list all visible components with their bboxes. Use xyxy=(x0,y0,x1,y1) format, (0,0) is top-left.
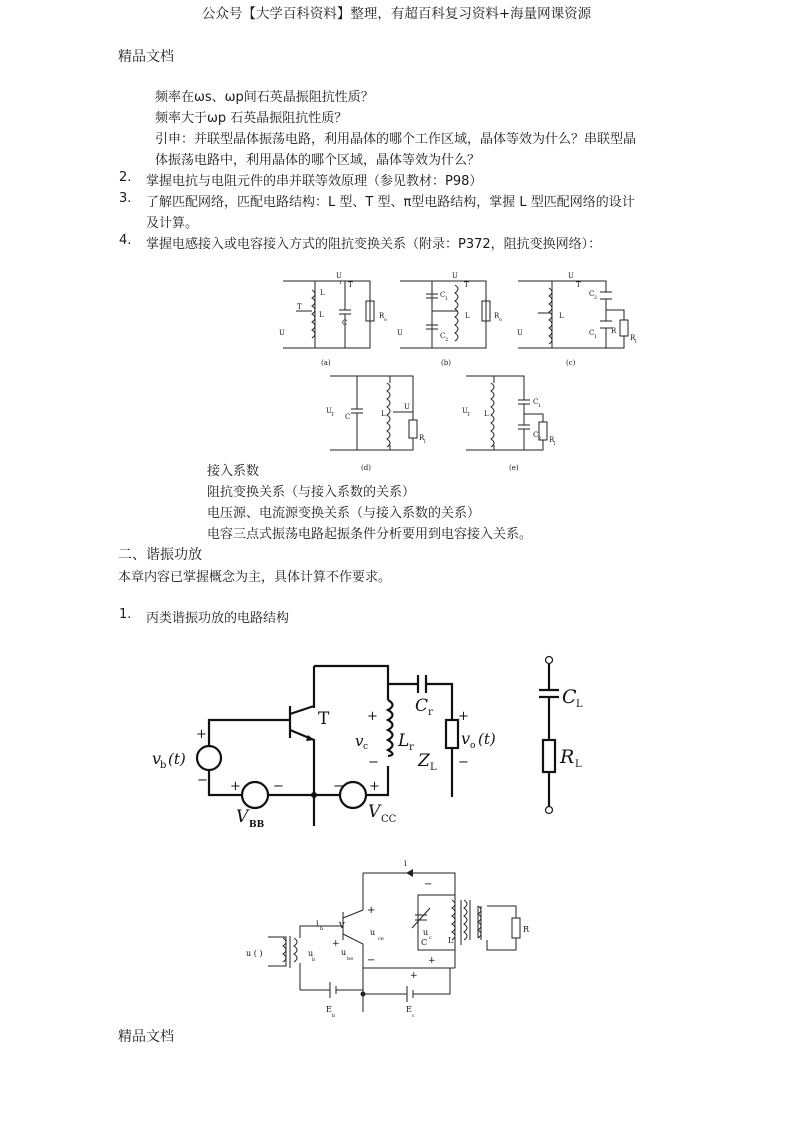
header-banner: 公众号【大学百科资料】整理，有超百科复习资料+海量网课资源 xyxy=(201,6,592,22)
svg-text:U: U xyxy=(462,407,468,415)
svg-text:L: L xyxy=(575,759,582,770)
svg-text:+: + xyxy=(196,727,207,742)
section2-item-text: 丙类谐振功放的电路结构 xyxy=(146,611,290,626)
caption-b: (b) xyxy=(441,359,451,367)
svg-text:V: V xyxy=(339,921,345,930)
svg-text:U: U xyxy=(279,329,285,337)
svg-text:b: b xyxy=(312,957,316,963)
svg-text:2: 2 xyxy=(445,337,449,343)
svg-text:1: 1 xyxy=(538,403,542,409)
svg-text:b: b xyxy=(332,1013,336,1019)
svg-text:V: V xyxy=(236,807,249,827)
svg-text:L: L xyxy=(576,699,583,710)
svg-text:C: C xyxy=(589,290,595,298)
svg-text:+: + xyxy=(367,905,376,916)
section2-title: 二、谐振功放 xyxy=(118,547,202,563)
svg-text:U: U xyxy=(404,403,410,411)
svg-text:+: + xyxy=(410,971,418,981)
svg-text:o: o xyxy=(499,317,503,323)
transistor-label: T xyxy=(318,709,330,729)
note-4: 电容三点式振荡电路起振条件分析要用到电容接入关系。 xyxy=(207,527,533,542)
svg-text:c: c xyxy=(429,935,432,941)
svg-text:T: T xyxy=(464,281,469,289)
caption-d: (d) xyxy=(361,464,371,472)
svg-text:L: L xyxy=(381,410,386,418)
svg-text:L: L xyxy=(559,312,564,320)
svg-text:T: T xyxy=(297,303,302,311)
svg-text:b: b xyxy=(160,760,167,771)
svg-text:T: T xyxy=(339,280,343,286)
svg-text:r: r xyxy=(428,707,433,718)
svg-text:T: T xyxy=(348,281,353,289)
watermark-top: 精品文档 xyxy=(118,49,174,65)
svg-text:−: − xyxy=(458,755,469,770)
svg-text:−: − xyxy=(197,773,208,788)
svg-text:C: C xyxy=(533,431,539,439)
svg-text:−: − xyxy=(273,779,284,794)
svg-text:Z: Z xyxy=(418,751,430,771)
svg-text:U: U xyxy=(397,329,403,337)
svg-text:L: L xyxy=(430,762,437,773)
svg-text:l: l xyxy=(554,441,556,447)
svg-text:+: + xyxy=(230,779,241,794)
svg-text:+: + xyxy=(369,779,380,794)
svg-text:L: L xyxy=(398,731,410,751)
svg-text:L: L xyxy=(484,410,489,418)
svg-text:2: 2 xyxy=(594,295,598,301)
svg-text:l: l xyxy=(635,339,637,345)
caption-e: (e) xyxy=(509,464,519,472)
svg-text:BB: BB xyxy=(249,820,265,830)
svg-text:C: C xyxy=(415,696,429,716)
svg-text:L: L xyxy=(448,936,454,945)
svg-text:r: r xyxy=(409,742,414,753)
svg-text:R: R xyxy=(611,327,617,335)
svg-text:v: v xyxy=(461,729,471,748)
svg-text:U: U xyxy=(568,272,574,280)
svg-text:R: R xyxy=(419,434,425,442)
svg-text:U: U xyxy=(326,407,332,415)
intro-line-2: 频率大于ωp 石英晶振阻抗性质？ xyxy=(155,111,348,126)
svg-text:U: U xyxy=(517,329,523,337)
svg-text:C: C xyxy=(440,332,446,340)
svg-text:C: C xyxy=(421,938,428,947)
svg-text:R: R xyxy=(549,436,555,444)
svg-text:U: U xyxy=(336,272,342,280)
svg-text:−: − xyxy=(368,755,379,770)
svg-text:be: be xyxy=(347,956,354,962)
note-2: 阻抗变换关系（与接入系数的关系） xyxy=(207,485,416,500)
caption-a: (a) xyxy=(321,359,331,367)
svg-text:u: u xyxy=(341,948,347,957)
intro-line-1: 频率在ωs、ωp间石英晶振阻抗性质？ xyxy=(155,90,374,105)
svg-text:C: C xyxy=(345,413,351,421)
svg-text:−: − xyxy=(424,879,433,890)
svg-text:C: C xyxy=(562,686,577,708)
svg-text:v: v xyxy=(355,732,364,750)
item-num-3: 3. xyxy=(119,191,132,206)
svg-text:(t): (t) xyxy=(168,750,186,768)
watermark-bottom: 精品文档 xyxy=(118,1029,174,1045)
svg-text:+: + xyxy=(332,939,340,949)
svg-text:R: R xyxy=(494,312,500,320)
svg-text:2: 2 xyxy=(538,436,542,442)
note-3: 电压源、电流源变换关系（与接入系数的关系） xyxy=(207,506,481,521)
svg-text:−: − xyxy=(333,779,344,794)
svg-text:T: T xyxy=(331,412,335,418)
svg-text:CC: CC xyxy=(381,814,397,825)
svg-text:i: i xyxy=(316,919,319,928)
item-num-2: 2. xyxy=(119,170,132,185)
svg-text:o: o xyxy=(384,317,388,323)
item-text-2: 掌握电抗与电阻元件的串并联等效原理（参见教材：P98） xyxy=(146,174,483,189)
svg-text:u ( ): u ( ) xyxy=(246,949,263,958)
svg-text:+: + xyxy=(458,709,469,724)
svg-text:c: c xyxy=(363,742,369,752)
caption-c: (c) xyxy=(566,359,576,367)
intro-line-3: 引申：并联型晶体振荡电路，利用晶体的哪个工作区域，晶体等效为什么？串联型晶 xyxy=(155,132,637,147)
svg-text:R: R xyxy=(379,312,385,320)
svg-text:o: o xyxy=(470,741,476,751)
item-num-4: 4. xyxy=(119,233,132,248)
item-text-4: 掌握电感接入或电容接入方式的阻抗变换关系（附录：P372，阻抗变换网络）： xyxy=(146,237,602,252)
svg-text:1: 1 xyxy=(594,334,598,340)
svg-text:T: T xyxy=(467,412,471,418)
svg-text:R: R xyxy=(523,925,530,934)
svg-text:E: E xyxy=(406,1005,412,1014)
svg-text:C: C xyxy=(533,398,539,406)
section2-desc: 本章内容已掌握概念为主，具体计算不作要求。 xyxy=(118,570,392,585)
svg-text:u: u xyxy=(308,949,314,958)
section2-item-num: 1. xyxy=(119,607,132,622)
svg-text:i: i xyxy=(404,859,407,868)
svg-text:C: C xyxy=(589,329,595,337)
svg-text:1: 1 xyxy=(445,296,449,302)
svg-text:(t): (t) xyxy=(478,730,496,748)
svg-text:l: l xyxy=(424,439,426,445)
svg-text:+: + xyxy=(367,709,378,724)
item-text-3-cont: 及计算。 xyxy=(146,216,199,231)
svg-text:R: R xyxy=(630,334,636,342)
item-text-3: 了解匹配网络，匹配电路结构：L 型、T 型、π型电路结构，掌握 L 型匹配网络的设计 xyxy=(146,195,635,210)
note-1: 接入系数 xyxy=(207,464,260,479)
svg-text:+: + xyxy=(428,956,436,966)
svg-text:L: L xyxy=(465,312,470,320)
svg-text:C: C xyxy=(342,319,348,327)
svg-text:C: C xyxy=(440,291,446,299)
svg-text:T: T xyxy=(576,281,581,289)
svg-text:b: b xyxy=(320,926,324,932)
intro-line-4: 体振荡电路中，利用晶体的哪个区域，晶体等效为什么？ xyxy=(155,153,481,168)
svg-text:U: U xyxy=(452,272,458,280)
svg-text:L: L xyxy=(320,289,325,297)
svg-text:E: E xyxy=(326,1005,332,1014)
svg-text:−: − xyxy=(367,955,376,966)
svg-text:u: u xyxy=(423,928,429,937)
svg-text:R: R xyxy=(560,746,575,768)
svg-text:u: u xyxy=(370,928,376,937)
svg-text:c: c xyxy=(412,1013,415,1019)
svg-text:L: L xyxy=(319,311,324,319)
svg-text:V: V xyxy=(368,802,381,822)
svg-text:v: v xyxy=(152,749,162,768)
svg-text:ce: ce xyxy=(378,936,384,942)
